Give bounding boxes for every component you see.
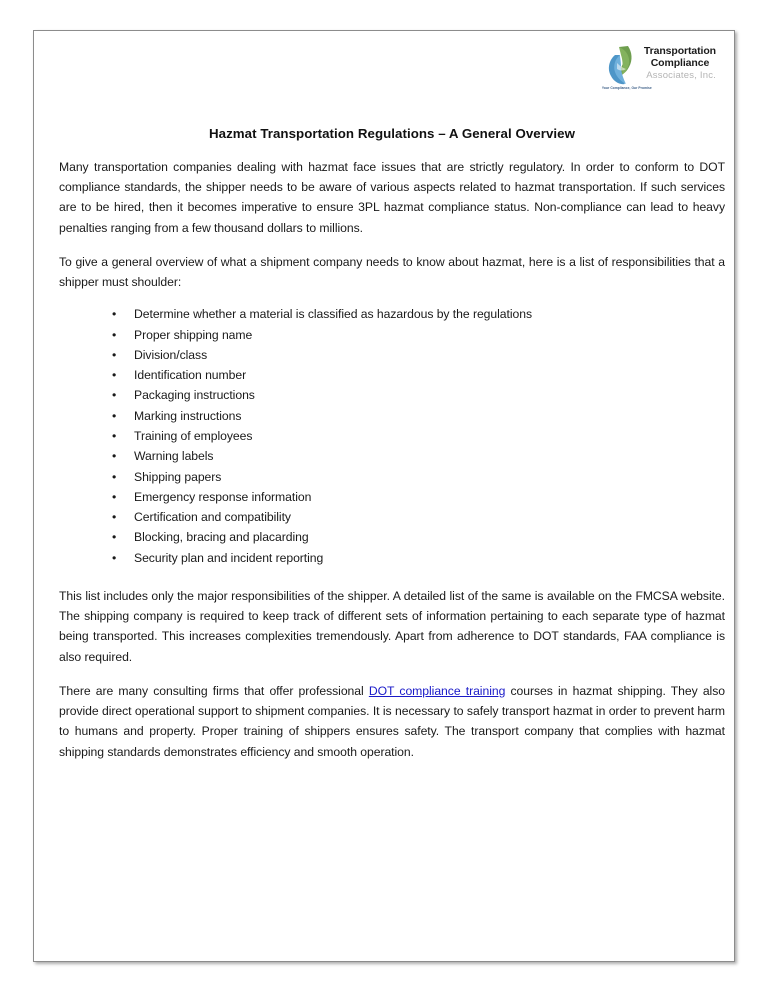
list-item-label: Emergency response information bbox=[134, 489, 312, 504]
bullet-icon: • bbox=[112, 489, 117, 504]
list-item-label: Division/class bbox=[134, 347, 208, 362]
list-item bbox=[59, 467, 725, 487]
list-item-label: Warning labels bbox=[134, 449, 214, 464]
bullet-icon: • bbox=[112, 510, 117, 525]
list-item bbox=[59, 487, 725, 507]
list-item bbox=[59, 507, 725, 527]
list-item-label: Marking instructions bbox=[134, 408, 242, 423]
list-item bbox=[59, 527, 725, 547]
bullet-icon: • bbox=[112, 388, 117, 403]
leaf-swoosh-logo-icon bbox=[601, 43, 652, 91]
bullet-icon: • bbox=[112, 530, 117, 545]
list-item bbox=[59, 548, 725, 568]
list-item bbox=[59, 325, 725, 345]
bullet-icon: • bbox=[112, 408, 117, 423]
company-logo bbox=[602, 43, 716, 89]
bullet-icon: • bbox=[112, 307, 117, 322]
document-body bbox=[59, 126, 725, 776]
paragraph-consulting bbox=[59, 681, 725, 762]
list-item-label: Proper shipping name bbox=[134, 327, 253, 342]
bullet-icon: • bbox=[112, 347, 117, 362]
bullet-icon: • bbox=[112, 550, 117, 565]
list-item bbox=[59, 304, 725, 324]
responsibilities-list bbox=[59, 304, 725, 568]
logo-wordmark bbox=[644, 45, 716, 87]
dot-compliance-training-link[interactable]: DOT compliance training bbox=[368, 683, 506, 698]
logo-line-associates: Associates, Inc. bbox=[646, 69, 716, 81]
paragraph-fmcsa: This list includes only the major responsibilities of the shipper. A detailed list of the same is available on the FMCSA website. The shipping company is required to keep track of different sets of information pertaining to each separate type of hazmat being transported. This increases complexities tremendously. Apart from adherence to DOT standards, FAA compliance is also required. bbox=[59, 589, 725, 664]
list-item bbox=[59, 385, 725, 405]
logo-tagline: Your Compliance, Our Promise bbox=[601, 85, 652, 91]
list-item bbox=[59, 446, 725, 466]
list-item bbox=[59, 365, 725, 385]
document-page bbox=[33, 30, 735, 962]
paragraph-list-lead-in: To give a general overview of what a shipment company needs to know about hazmat, here is a list of responsibilities that a shipper must shoulder: bbox=[59, 254, 725, 290]
list-item-label: Determine whether a material is classified as hazardous by the regulations bbox=[134, 307, 533, 322]
list-item bbox=[59, 345, 725, 365]
page-title: Hazmat Transportation Regulations – A General Overview bbox=[208, 126, 575, 141]
paragraph-intro: Many transportation companies dealing with hazmat face issues that are strictly regulatory. In order to conform to DOT compliance standards, the shipper needs to be aware of various aspects related to hazmat transportation. If such services are to be hired, then it becomes imperative to ensure 3PL hazmat compliance status. Non-compliance can lead to heavy penalties ranging from a few thousand dollars to millions. bbox=[59, 160, 725, 235]
list-item-label: Packaging instructions bbox=[134, 388, 255, 403]
logo-line-compliance: Compliance bbox=[650, 57, 710, 70]
bullet-icon: • bbox=[112, 449, 117, 464]
list-item-label: Blocking, bracing and placarding bbox=[134, 530, 309, 545]
bullet-icon: • bbox=[112, 429, 117, 443]
list-item-label: Training of employees bbox=[134, 429, 253, 443]
paragraph-consulting-text-after: courses in hazmat shipping. They also provide direct operational support to shipment companies. It is necessary to safely transport hazmat in order to prevent harm to humans and property. Proper training of shippers ensures safety. The transport company that complies with hazmat shipping standards demonstrates efficiency and smooth operation. bbox=[59, 683, 725, 759]
paragraph-consulting-text-before: There are many consulting firms that offer professional bbox=[59, 683, 369, 698]
list-item bbox=[59, 426, 725, 446]
bullet-icon: • bbox=[112, 368, 117, 383]
logo-line-transportation: Transportation bbox=[643, 45, 716, 58]
bullet-icon: • bbox=[112, 327, 117, 342]
list-item-label: Identification number bbox=[134, 368, 247, 383]
list-item-label: Security plan and incident reporting bbox=[134, 550, 324, 565]
list-item-label: Shipping papers bbox=[134, 469, 222, 484]
list-item-label: Certification and compatibility bbox=[134, 510, 291, 525]
list-item bbox=[59, 406, 725, 426]
bullet-icon: • bbox=[112, 469, 117, 484]
